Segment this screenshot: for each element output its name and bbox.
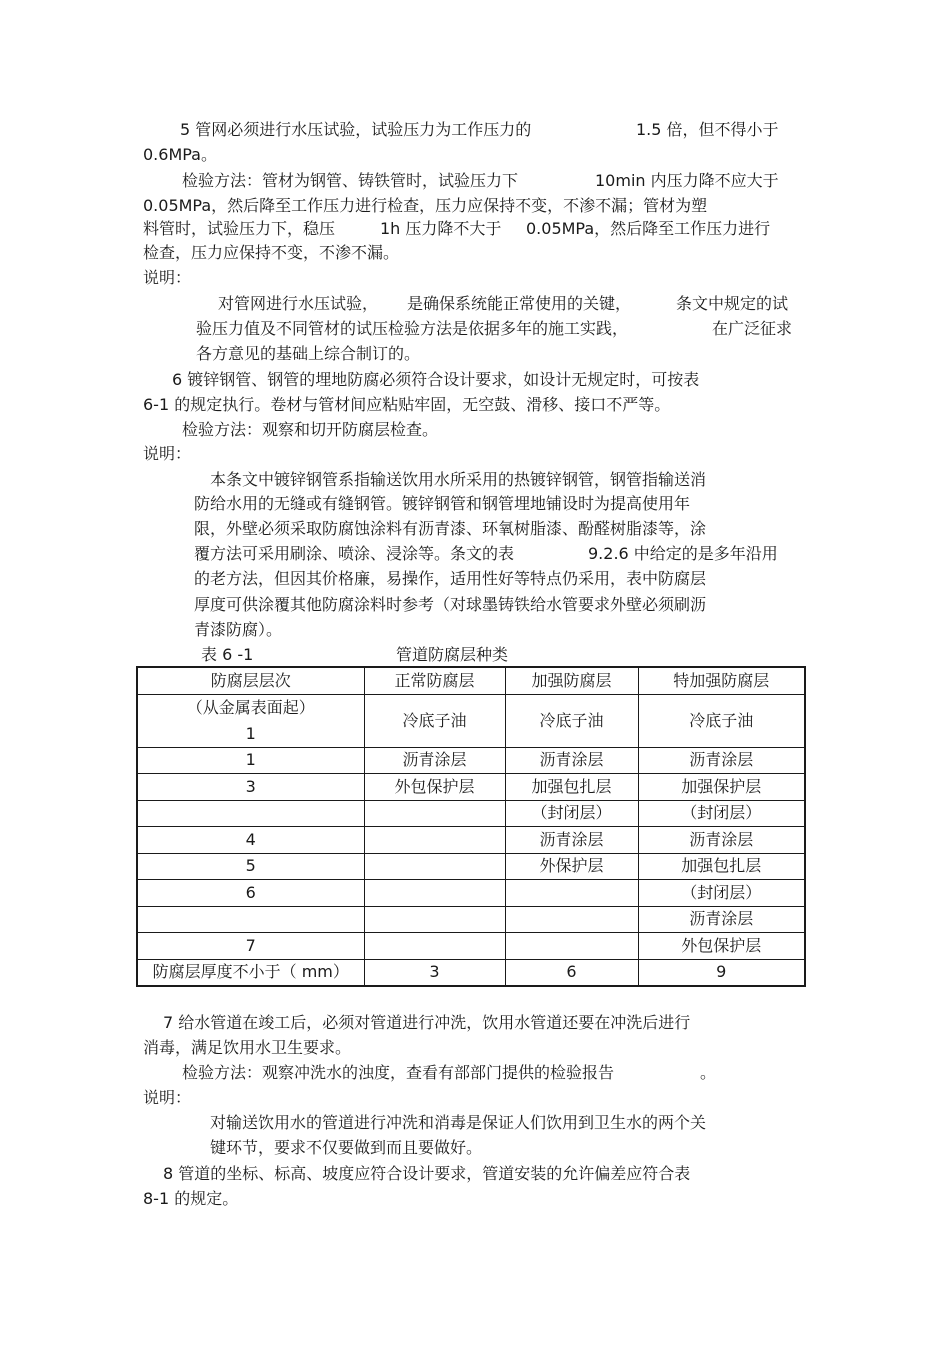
s6-note-4b: 9.2.6 中给定的是多年沿用	[588, 544, 778, 563]
s6-line2: 6-1 的规定执行。卷材与管材间应粘贴牢固，无空鼓、滑移、接口不严等。	[143, 395, 671, 414]
anticorrosion-table	[136, 666, 806, 987]
table-cell: 7	[137, 933, 364, 960]
header-cell: 防腐层层次	[137, 667, 364, 694]
table-cell: 沥青涂层	[638, 827, 805, 854]
s7-method: 检验方法：观察冲洗水的浊度，查看有部部门提供的检验报告	[182, 1063, 615, 1082]
s5-note-1b: 是确保系统能正常使用的关键，	[407, 294, 632, 313]
table-cell: 外包保护层	[638, 933, 805, 960]
table-cell: 加强保护层	[638, 774, 805, 801]
table-header-row	[137, 667, 805, 694]
s5-note-label: 说明：	[143, 268, 192, 287]
table-cell	[137, 906, 364, 933]
s7-method-end: 。	[700, 1063, 717, 1082]
header-cell: 正常防腐层	[364, 667, 505, 694]
table-row	[137, 800, 805, 827]
thickness-normal: 3	[364, 959, 505, 986]
table-cell: （封闭层）	[638, 880, 805, 907]
table-footer-row	[137, 959, 805, 986]
s5-method-3: 料管时，试验压力下，稳压	[143, 219, 336, 238]
s5-method-4: 检查，压力应保持不变，不渗不漏。	[143, 243, 400, 262]
table-cell: 沥青涂层	[638, 906, 805, 933]
s5-note-1c: 条文中规定的试	[676, 294, 789, 313]
header-cell: 特加强防腐层	[638, 667, 805, 694]
s5-line1b: 1.5 倍，但不得小于	[636, 120, 779, 139]
table-cell	[364, 800, 505, 827]
s5-method-2: 0.05MPa，然后降至工作压力进行检查，压力应保持不变，不渗不漏；管材为塑	[143, 196, 708, 215]
table-cell: 冷底子油	[505, 694, 638, 747]
table-cell: 5	[137, 853, 364, 880]
header-cell: 加强防腐层	[505, 667, 638, 694]
s7-line1: 7 给水管道在竣工后，必须对管道进行冲洗，饮用水管道还要在冲洗后进行	[163, 1013, 691, 1032]
table-row	[137, 774, 805, 801]
s5-line2: 0.6MPa。	[143, 145, 217, 164]
s5-note-1: 对管网进行水压试验，	[218, 294, 379, 313]
table-cell	[364, 880, 505, 907]
table-cell	[364, 853, 505, 880]
table-cell: 外保护层	[505, 853, 638, 880]
table-cell	[364, 827, 505, 854]
s6-line1: 6 镀锌钢管、钢管的埋地防腐必须符合设计要求，如设计无规定时，可按表	[172, 370, 700, 389]
s5-method-1: 检验方法：管材为钢管、铸铁管时，试验压力下	[182, 171, 519, 190]
table-cell: （封闭层）	[505, 800, 638, 827]
s6-note-7: 青漆防腐）。	[194, 620, 283, 639]
table-cell: 加强包扎层	[638, 853, 805, 880]
s5-note-2: 验压力值及不同管材的试压检验方法是依据多年的施工实践，	[196, 319, 629, 338]
table-cell: 沥青涂层	[364, 747, 505, 774]
s5-note-3: 各方意见的基础上综合制订的。	[196, 344, 421, 363]
s5-method-1b: 10min 内压力降不应大于	[595, 171, 779, 190]
table-row	[137, 827, 805, 854]
s7-note-2: 键环节，要求不仅要做到而且要做好。	[210, 1138, 483, 1157]
table-row	[137, 880, 805, 907]
table-cell: 3	[137, 774, 364, 801]
table-cell: 加强包扎层	[505, 774, 638, 801]
table-title: 管道防腐层种类	[396, 645, 509, 664]
table-cell: 外包保护层	[364, 774, 505, 801]
s6-note-3: 限，外壁必须采取防腐蚀涂料有沥青漆、环氧树脂漆、酚醛树脂漆等，涂	[194, 519, 707, 538]
table-row	[137, 853, 805, 880]
layer-origin-text: （从金属表面起）	[186, 697, 315, 717]
table-cell: 1	[137, 747, 364, 774]
layer-origin-index: 1	[245, 723, 256, 743]
s5-method-3b: 1h 压力降不大于	[380, 219, 502, 238]
table-cell	[505, 880, 638, 907]
table-row	[137, 906, 805, 933]
table-row	[137, 747, 805, 774]
thickness-reinforced: 6	[505, 959, 638, 986]
table-cell: （封闭层）	[638, 800, 805, 827]
table-cell: 冷底子油	[364, 694, 505, 747]
s6-note-4: 覆方法可采用刷涂、喷涂、浸涂等。条文的表	[194, 544, 515, 563]
s5-method-3c: 0.05MPa，然后降至工作压力进行	[526, 219, 771, 238]
thickness-extra: 9	[638, 959, 805, 986]
s7-note-1: 对输送饮用水的管道进行冲洗和消毒是保证人们饮用到卫生水的两个关	[210, 1113, 707, 1132]
table-cell	[364, 933, 505, 960]
table-cell	[505, 933, 638, 960]
table-cell: 4	[137, 827, 364, 854]
s6-note-1: 本条文中镀锌钢管系指输送饮用水所采用的热镀锌钢管，钢管指输送消	[210, 470, 707, 489]
s6-note-label: 说明：	[143, 444, 192, 463]
s6-note-2: 防给水用的无缝或有缝钢管。镀锌钢管和钢管埋地铺设时为提高使用年	[194, 494, 691, 513]
table-cell: 冷底子油	[638, 694, 805, 747]
table-number: 表 6 -1	[201, 645, 254, 664]
s7-note-label: 说明：	[143, 1088, 192, 1107]
table-cell: 沥青涂层	[505, 747, 638, 774]
s6-note-6: 厚度可供涂覆其他防腐涂料时参考（对球墨铸铁给水管要求外壁必须刷沥	[194, 595, 707, 614]
s6-note-5: 的老方法，但因其价格廉，易操作，适用性好等特点仍采用，表中防腐层	[194, 569, 707, 588]
s7-line2: 消毒，满足饮用水卫生要求。	[143, 1038, 352, 1057]
table-cell: 沥青涂层	[638, 747, 805, 774]
table-row	[137, 933, 805, 960]
layer-origin-cell	[137, 694, 364, 747]
table-cell	[505, 906, 638, 933]
table-cell	[137, 800, 364, 827]
s5-note-2b: 在广泛征求	[712, 319, 793, 338]
s6-method: 检验方法：观察和切开防腐层检查。	[182, 420, 439, 439]
table-cell	[364, 906, 505, 933]
s8-line2: 8-1 的规定。	[143, 1189, 239, 1208]
s5-line1: 5 管网必须进行水压试验，试验压力为工作压力的	[180, 120, 532, 139]
thickness-label: 防腐层厚度不小于（ mm）	[137, 959, 364, 986]
table-cell: 沥青涂层	[505, 827, 638, 854]
table-row	[137, 694, 805, 747]
table-cell: 6	[137, 880, 364, 907]
s8-line1: 8 管道的坐标、标高、坡度应符合设计要求，管道安装的允许偏差应符合表	[163, 1164, 691, 1183]
